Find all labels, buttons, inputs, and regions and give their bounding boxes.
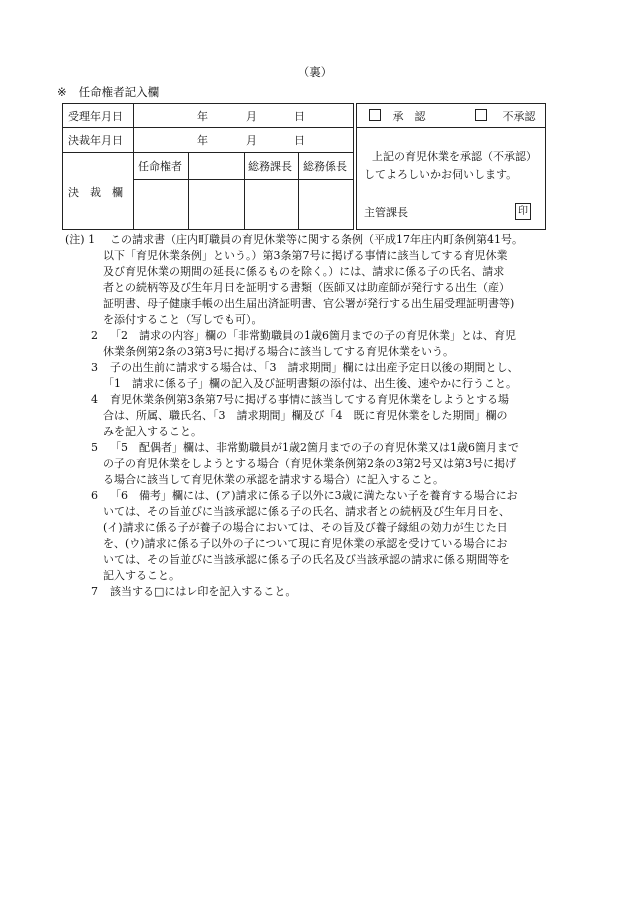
note-number: (注) 1: [65, 233, 96, 246]
note-line: る場合に該当して育児休業の承認を請求する場合）に記入すること。: [103, 473, 444, 486]
note-line: 育児休業条例第3条第7号に掲げる事情に該当してする育児休業をしようとする場: [110, 393, 509, 406]
disapprove-label: 不承認: [502, 110, 536, 123]
decision-year-unit: 年: [197, 134, 208, 147]
note-line: を、(ウ)請求に係る子以外の子について現に育児休業の承認を受けている場合にお: [103, 537, 508, 550]
receipt-day-unit: 日: [294, 110, 305, 123]
note-line: の子の育児休業をしようとする場合（育児休業条例第2条の3第2号又は第3号に掲げ: [103, 457, 516, 470]
note-line: いては、その旨並びに当該承認に係る子の氏名、請求者との続柄及び生年月日を、: [103, 505, 510, 518]
note-line: 者との続柄等及び生年月日を証明する書類（医師又は助産師が発行する出生（産）: [103, 281, 510, 294]
note-line: 「6 備考」欄には、(ア)請求に係る子以外に3歳に満たない子を養育する場合にお: [110, 489, 518, 502]
note-number: 4: [91, 393, 98, 406]
seal-mark: 印: [515, 203, 531, 220]
note-line: いては、その旨並びに当該承認に係る子の氏名及び当該承認の請求に係る期間等を: [103, 553, 510, 566]
note-line: 以下「育児休業条例」という。）第3条第7号に掲げる事情に該当してする育児休業: [103, 249, 508, 262]
blank-signature-cell[interactable]: [189, 153, 244, 229]
note-line: 子の出生前に請求する場合は、「3 請求期間」欄には出産予定日以後の期間とし、: [110, 361, 519, 374]
inquiry-line-1: 上記の育児休業を承認（不承認）: [372, 150, 537, 163]
supervisor-label: 主管課長: [364, 206, 408, 219]
note-number: 2: [91, 329, 98, 342]
note-line: 休業条例第2条の3第3号に掲げる場合に該当してする育児休業をいう。: [103, 345, 454, 358]
decision-column-label: 決 裁 欄: [68, 186, 123, 199]
appointer-signature-cell[interactable]: [134, 180, 188, 229]
note-line: 及び育児休業の期間の延長に係るものを除く。）には、請求に係る子の氏名、請求: [103, 265, 505, 278]
decision-month-unit: 月: [246, 134, 257, 147]
note-number: 6: [91, 489, 98, 502]
asterisk-mark: ※: [57, 85, 67, 99]
general-affairs-staff-label: 総務係長: [303, 160, 347, 173]
chief-signature-cell[interactable]: [245, 180, 298, 229]
decision-date-label: 決裁年月日: [68, 134, 123, 147]
note-line: この請求書（庄内町職員の育児休業等に関する条例（平成17年庄内町条例第41号。: [110, 233, 523, 246]
appointer-label: 任命権者: [138, 160, 182, 173]
general-affairs-chief-label: 総務課長: [248, 160, 292, 173]
staff-signature-cell[interactable]: [299, 180, 353, 229]
note-line: 「1 請求に係る子」欄の記入及び証明書類の添付は、出生後、速やかに行うこと。: [103, 377, 517, 390]
note-number: 3: [91, 361, 98, 374]
note-line: 「5 配偶者」欄は、非常勤職員が1歳2箇月までの子の育児休業又は1歳6箇月まで: [110, 441, 519, 454]
note-line: 合は、所属、職氏名、「3 請求期間」欄及び「4 既に育児休業をした期間」欄の: [103, 409, 508, 422]
approve-label: 承 認: [392, 110, 426, 123]
note-number: 7: [91, 585, 98, 598]
note-line: 該当する□にはレ印を記入すること。: [110, 585, 297, 598]
section-title-text: 任命権者記入欄: [78, 85, 160, 99]
note-line: 「2 請求の内容」欄の「非常勤職員の1歳6箇月までの子の育児休業」とは、育児: [110, 329, 516, 342]
note-line: みを記入すること。: [103, 425, 202, 438]
disapprove-option[interactable]: [475, 108, 536, 124]
disapprove-checkbox[interactable]: [475, 109, 487, 121]
page-side-label: （裏）: [297, 65, 333, 79]
decision-day-unit: 日: [294, 134, 305, 147]
section-title: [57, 84, 159, 100]
note-line: 記入すること。: [103, 569, 180, 582]
receipt-date-label: 受理年月日: [68, 110, 123, 123]
receipt-month-unit: 月: [246, 110, 257, 123]
note-line: 証明書、母子健康手帳の出生届出済証明書、官公署が発行する出生届受理証明書等): [103, 297, 515, 310]
note-line: (イ)請求に係る子が養子の場合においては、その旨及び養子縁組の効力が生じた日: [103, 521, 508, 534]
approve-option[interactable]: [369, 108, 426, 124]
approve-checkbox[interactable]: [369, 109, 381, 121]
note-number: 5: [91, 441, 98, 454]
inquiry-line-2: してよろしいかお伺いします。: [364, 168, 518, 181]
note-line: を添付すること（写しでも可）。: [103, 313, 263, 326]
receipt-year-unit: 年: [197, 110, 208, 123]
